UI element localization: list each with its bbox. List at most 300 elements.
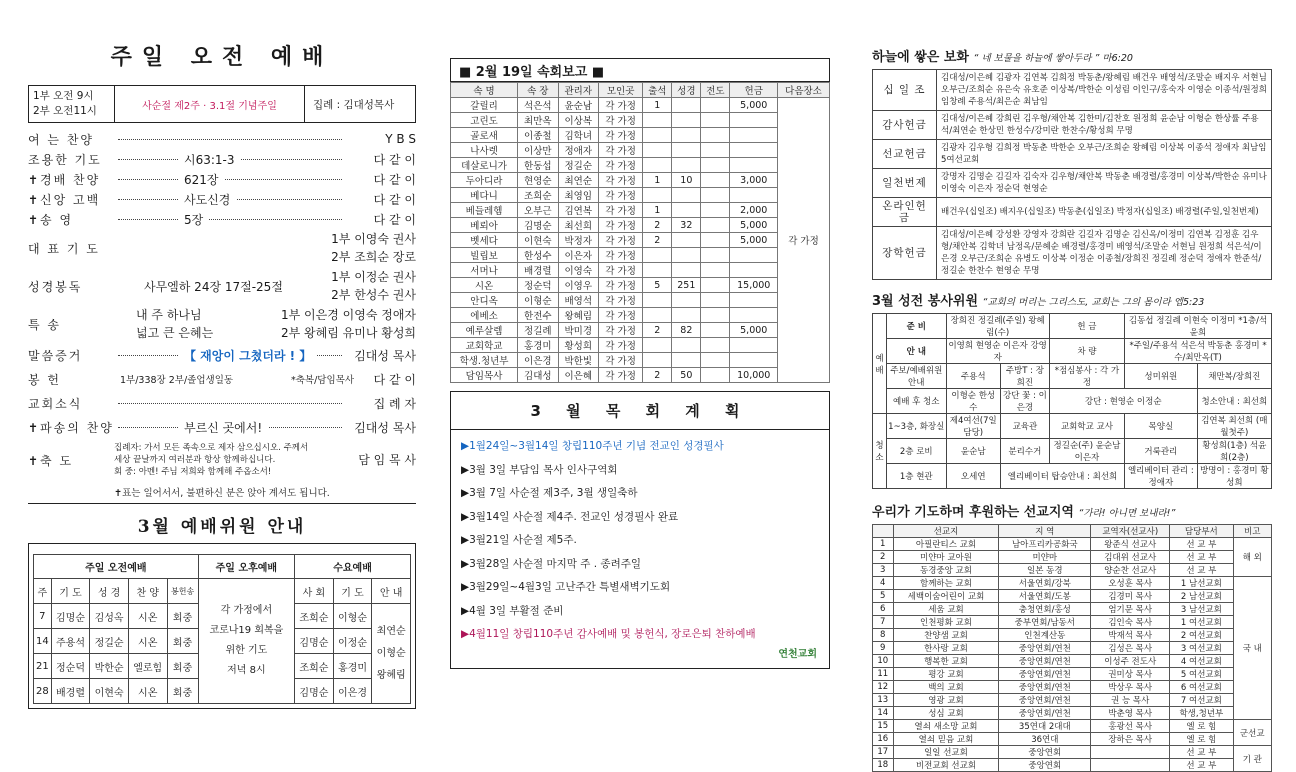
table-cell: 17 [873,746,894,759]
table-row [873,629,1272,642]
table-cell: 이은자 [558,248,598,263]
table-cell: 선 교 부 [1170,551,1233,564]
table-cell: 김대위 선교사 [1091,551,1170,564]
table-cell: 이종철 [518,128,558,143]
service-header [28,85,416,123]
table-cell: 권미상 목사 [1091,668,1170,681]
table-cell [701,128,730,143]
order-row: ✝송 영 5장 다 같 이 [28,212,416,227]
table-cell [701,158,730,173]
table-row [451,113,830,128]
table-cell [730,338,778,353]
table-cell: 나사렛 [451,143,518,158]
table-cell: 10 [672,173,701,188]
table-cell [672,233,701,248]
plan-item: ▶3월29일~4월3일 고난주간 특별새벽기도회 [461,581,671,594]
class-report-table [450,82,830,383]
table-cell: 중앙연회/연천 [999,694,1091,707]
table-cell: 김연복 [558,203,598,218]
table-cell: 5 [643,278,672,293]
table-cell: 엄기문 목사 [1091,603,1170,616]
table-row [451,143,830,158]
table-cell: 평강 교회 [893,668,999,681]
table-row [873,733,1272,746]
table-cell: 5,000 [730,98,778,113]
table-cell [730,263,778,278]
sunday-theme: 사순절 제2주 · 3.1절 기념주일 [115,86,305,122]
table-cell: 왕혜림 [558,308,598,323]
table-row [451,278,830,293]
table-cell: 조희순 [518,188,558,203]
reading-row: 성경봉독 사무엘하 24장 17절-25절 1부 이정순 권사 2부 한성수 권사 [28,270,416,302]
table-cell [672,338,701,353]
table-cell: 각 가정 [599,218,643,233]
table-cell: 남아프리카공화국 [999,538,1091,551]
table-cell: 5,000 [730,218,778,233]
offering-names: 김대성/이은혜 김광자 김연복 김희정 박동춘/왕혜림 배건우 배영석/조말순 배지우 서현님 오부근/조희순 유은숙 유호준 이상복/박한순 이성림 이인구/홍숙자 이영순 이종석/원정희 임창례 주용석/최은순 최남임 [937,70,1272,111]
table-row: 14 주용석 정길순 시온 회중 김명순 이정순 [34,629,411,654]
table-cell: 18 [873,759,894,772]
table-cell: 이은혜 [558,368,598,383]
table-cell: 중부연회/남동서 [999,616,1091,629]
column-header: 비고 [1233,525,1272,538]
table-row [873,538,1272,551]
table-cell: 현영순 [518,173,558,188]
table-row [873,603,1272,616]
column-header: 담당부서 [1170,525,1233,538]
standing-note: ✝표는 일어서서, 불편하신 분은 앉아 계셔도 됩니다. [28,485,416,504]
offering-names: 김대성/이은혜 강희린 김우형/채안복 김한미/김찬호 원정희 윤순남 이형순 한상률 주용석/최연순 한상민 한성수/강미란 한찬수/황성희 무명 [937,111,1272,140]
plan-item: ▶3월 7일 사순절 제3주, 3월 생일축하 [461,487,638,500]
table-cell [701,203,730,218]
table-cell: 각 가정 [599,173,643,188]
table-cell: 배영석 [558,293,598,308]
table-cell: 5,000 [730,233,778,248]
table-cell: 최만옥 [518,113,558,128]
offering-row [873,227,1272,280]
table-cell [730,308,778,323]
table-cell [672,128,701,143]
table-cell: 중앙연회/연천 [999,668,1091,681]
table-cell: 중앙연회/연천 [999,655,1091,668]
table-cell: 7 여선교회 [1170,694,1233,707]
offering-names: 강명자 김명순 김길자 김숙자 김우형/채안복 박동춘 배경렬/홍경미 이상복/박한순 유미나 이영숙 이은자 정순덕 현영순 [937,169,1272,198]
table-cell [701,98,730,113]
plan-title: 3 월 목 회 계 획 [451,392,829,430]
plan-item: ▶3월 3일 부담임 목사 인사구역회 [461,463,618,476]
table-cell [701,368,730,383]
table-row [873,655,1272,668]
table-row [451,128,830,143]
table-cell: 8 [873,629,894,642]
table-cell: 김경미 목사 [1091,590,1170,603]
table-row [451,353,830,368]
table-cell: 박미경 [558,323,598,338]
mission-title: 우리가 기도하며 후원하는 선교지역 “가라! 아니면 보내라!” [872,505,1176,520]
table-cell [701,218,730,233]
prayer-row: 대 표 기 도 1부 이영숙 권사 2부 조희순 장로 [28,232,416,264]
table-cell: 인천평화 교회 [893,616,999,629]
table-cell: 한성수 [518,248,558,263]
table-cell: 15 [873,720,894,733]
table-cell: 정길례 [518,323,558,338]
table-cell: 함께하는 교회 [893,577,999,590]
mission-table [872,524,1272,772]
table-cell [701,143,730,158]
column-header: 속 명 [451,83,518,98]
column-header: 속 장 [518,83,558,98]
table-cell: 서머나 [451,263,518,278]
table-cell: 황성희 [558,338,598,353]
table-cell: 한전수 [518,308,558,323]
table-cell: 한동섭 [518,158,558,173]
worship-order-panel [28,0,416,723]
table-cell: 10,000 [730,368,778,383]
table-row [873,577,1272,590]
table-cell: 각 가정 [599,158,643,173]
plan-item: ▶3월14일 사순절 제4주. 전교인 성경필사 완료 [461,510,679,523]
table-row [873,707,1272,720]
table-cell: 찬양샘 교회 [893,629,999,642]
table-cell [730,248,778,263]
table-cell: 251 [672,278,701,293]
column-header [873,525,894,538]
news-row: 교회소식 집 례 자 [28,396,416,411]
table-row [873,668,1272,681]
table-row [873,551,1272,564]
table-cell: 열쇠 믿음 교회 [893,733,999,746]
table-cell: 일일 선교회 [893,746,999,759]
table-cell: 엘 로 힘 [1170,733,1233,746]
table-cell [701,248,730,263]
table-cell [730,188,778,203]
offering-kind: 장학헌금 [873,227,937,280]
offering-names: 김대성/이은혜 강성환 강영자 강희란 김길자 김명순 김신옥/이정미 김연복 김정훈 김우형/채안복 김학녀 남정옥/문혜순 배경렬/홍경미 배영석/조말순 서현님 원정희 석은석/이은경 오부근/조희순 유병도 이상복 이정순 이종철/장희진 정길례 정순덕 정애자 한준석/정길순 한찬수 현영순 무명 [937,227,1272,280]
table-cell: 6 [873,603,894,616]
table-cell: 선 교 부 [1170,746,1233,759]
table-cell: 시온 [451,278,518,293]
sermon-title: 【 재앙이 그쳤더라 ! 】 [178,347,317,364]
table-cell: 골로새 [451,128,518,143]
table-cell: 에베소 [451,308,518,323]
table-row [451,98,830,113]
plan-item: ▶3월21일 사순절 제5주. [461,534,577,547]
table-row [451,173,830,188]
table-cell [643,113,672,128]
table-row [451,308,830,323]
table-cell [672,203,701,218]
offering-title: 하늘에 쌓은 보화 “ 네 보물을 하늘에 쌓아두라 ” 마6:20 [872,50,1133,65]
table-cell: 9 [873,642,894,655]
table-cell [672,293,701,308]
table-row [451,368,830,383]
plan-item: ▶4월 3일 부활절 준비 [461,604,564,617]
table-cell: 베들레헴 [451,203,518,218]
offering-names: 배건우(십일조) 배지우(십일조) 박동춘(십일조) 박정자(십일조) 배경렬(주일,일천번제) [937,198,1272,227]
column-header: 다음장소 [778,83,830,98]
table-cell: 선 교 부 [1170,759,1233,772]
table-cell: 각 가정 [599,308,643,323]
table-cell: 선 교 부 [1170,538,1233,551]
table-row [873,642,1272,655]
table-cell: 선 교 부 [1170,564,1233,577]
table-cell: 홍경미 [518,338,558,353]
report-panel [450,0,830,723]
table-cell: 장하은 목사 [1091,733,1170,746]
table-cell [701,188,730,203]
table-cell: 10 [873,655,894,668]
volunteer-title: 3월 성전 봉사위원 “교회의 머리는 그리스도, 교회는 그의 몸이라 엡5:23 [872,294,1205,309]
table-cell [672,263,701,278]
table-cell: 7 [873,616,894,629]
table-cell: 2 여선교회 [1170,629,1233,642]
table-cell: 박정자 [558,233,598,248]
table-cell [730,353,778,368]
table-cell [672,248,701,263]
table-cell: 오부근 [518,203,558,218]
table-cell [643,338,672,353]
table-cell: 중앙연회 [999,759,1091,772]
table-cell: 5 [873,590,894,603]
note-cell: 해 외 [1233,538,1272,577]
table-cell: 두아디라 [451,173,518,188]
column-header: 헌금 [730,83,778,98]
table-row [451,293,830,308]
table-cell: 이영우 [558,278,598,293]
plan-item: ▶3월28일 사순절 마지막 주 . 종려주일 [461,557,642,570]
offering-row [873,111,1272,140]
table-cell: 김인숙 목사 [1091,616,1170,629]
table-cell: 15,000 [730,278,778,293]
table-cell: 각 가정 [599,323,643,338]
table-cell: 성심 교회 [893,707,999,720]
table-cell: 석은석 [518,98,558,113]
guide-list: 최연순 이형순 왕혜림 [372,604,411,704]
monthly-plan [450,391,830,669]
table-cell: 2 [643,368,672,383]
table-row [451,248,830,263]
table-cell: 3 남선교회 [1170,603,1233,616]
offering-row [873,70,1272,111]
table-row: 21 정순덕 박한순 엘로힘 회중 조희순 홍경미 [34,654,411,679]
table-row [873,681,1272,694]
table-cell: 베뢰아 [451,218,518,233]
table-row [451,233,830,248]
table-cell: 학생.청년부 [451,353,518,368]
table-cell: 일본 동경 [999,564,1091,577]
table-cell: 예루살렘 [451,323,518,338]
table-cell: 중앙연회/연천 [999,642,1091,655]
table-cell: 3 여선교회 [1170,642,1233,655]
table-cell: 김명순 [518,218,558,233]
offering-kind: 일천번제 [873,169,937,198]
table-cell: 박상우 목사 [1091,681,1170,694]
table-cell: 미얀마 [999,551,1091,564]
volunteer-table: 예 배 준 비 장희진 정길례(주일) 왕혜림(수) 헌 금 김동섭 정길례 이현숙 이정미 *1층/석윤희 안 내 이영희 현영순 이은자 강영자 차 량 *주일/주용석 석은석 박동춘 홍경미 *수/최만옥(T) 주보/예배위원 안내 주용석 주방T : 장희진 *점심봉사 : 각 가정 성미위원 채만복/장희진 예배 후 청소 이형순 한성수 강단 꽃 : 이은경 강단 : 현영순 이정순 청소안내 : 최선희 청 소 1~3층, 화장실 제4여선(7일담당) 교육관 교회학교 교사 목양실 김연복 최선희 (매월첫주) 2층 로비 윤순남 분리수거 정길순(주) 윤순남 이은자 거룩관리 황성희(1층) 석윤희(2층) 1층 현관 오세연 엘리베이터 탑승안내 : 최선희 엘리베이터 관리 : 정애자 방명이 : 홍경미 황성희 [872,313,1272,489]
order-row: ✝경배 찬양 621장 다 같 이 [28,172,416,187]
offering-panel [872,0,1272,771]
table-cell: 홍광선 목사 [1091,720,1170,733]
table-cell: 벳세다 [451,233,518,248]
table-cell: 박춘영 목사 [1091,707,1170,720]
offering-table [872,69,1272,280]
table-cell: 담임목사 [451,368,518,383]
table-cell [1091,746,1170,759]
table-cell: 서울연회/강북 [999,577,1091,590]
table-cell: 오성훈 목사 [1091,577,1170,590]
table-cell: 각 가정 [599,128,643,143]
offering-names: 김광자 김우형 김희정 박동춘 박한순 오부근/조희순 왕혜림 이상복 이종석 정애자 최남임 5여선교회 [937,140,1272,169]
special-song-row: 특 송 내 주 하나님 넓고 큰 은혜는 1부 이은경 이영숙 정애자 2부 왕혜림 유미나 황성희 [28,308,416,340]
table-cell: 각 가정 [599,368,643,383]
table-cell: 베다니 [451,188,518,203]
table-cell: 최선희 [558,218,598,233]
table-cell: 50 [672,368,701,383]
table-cell: 5,000 [730,323,778,338]
table-cell [643,353,672,368]
table-row [873,720,1272,733]
table-cell: 행복한 교회 [893,655,999,668]
offering-kind: 선교헌금 [873,140,937,169]
table-cell: 14 [873,707,894,720]
table-cell [730,293,778,308]
table-cell: 1 [643,98,672,113]
table-cell: 12 [873,681,894,694]
column-header: 관리자 [558,83,598,98]
table-cell: 양순찬 선교사 [1091,564,1170,577]
sending-row: ✝파송의 찬양 부르신 곳에서! 김대성 목사 [28,420,416,435]
table-cell [701,263,730,278]
column-header: 지 역 [999,525,1091,538]
table-cell: 빌립보 [451,248,518,263]
blessing-row: ✝축 도 집례자: 가서 모든 족속으로 제자 삼으십시오. 주께서 세상 끝날까지 여러분과 항상 함께하십니다. 회 중: 아멘! 주님 저희와 함께해 주옵소서! 담 임 목 사 [28,443,416,477]
note-cell: 군선교 [1233,720,1272,746]
table-cell: 안디옥 [451,293,518,308]
table-row [451,323,830,338]
table-cell: 6 여선교회 [1170,681,1233,694]
table-row: 28 배경렬 이현숙 시온 회중 김명순 이은경 [34,679,411,704]
column-header: 출석 [643,83,672,98]
table-cell: 4 [873,577,894,590]
table-cell [701,338,730,353]
table-cell: 이은경 [518,353,558,368]
table-cell: 2 남선교회 [1170,590,1233,603]
table-cell: 1 여선교회 [1170,616,1233,629]
table-cell: 박한빛 [558,353,598,368]
table-cell: 1 [873,538,894,551]
header-row [873,525,1272,538]
table-cell: 정애자 [558,143,598,158]
table-cell [643,263,672,278]
table-row [451,338,830,353]
table-cell: 각 가정 [599,203,643,218]
table-cell: 고린도 [451,113,518,128]
table-cell: 이현숙 [518,233,558,248]
table-cell [672,188,701,203]
order-of-service [28,129,416,481]
table-cell: 한사랑 교회 [893,642,999,655]
table-cell: 각 가정 [599,98,643,113]
column-header: 모인곳 [599,83,643,98]
table-cell: 2 [643,233,672,248]
table-cell [701,113,730,128]
reading-text: 사무엘하 24장 17절-25절 [144,279,283,294]
table-cell: 박재석 목사 [1091,629,1170,642]
pm-note: 각 가정에서 코로나19 회복을 위한 기도 저녁 8시 [198,579,294,704]
table-cell: 16 [873,733,894,746]
table-cell: 정순덕 [518,278,558,293]
table-cell: 11 [873,668,894,681]
table-cell [643,308,672,323]
table-cell: 엘 로 힘 [1170,720,1233,733]
table-cell: 아필란티스 교회 [893,538,999,551]
table-cell: 동경중앙 교회 [893,564,999,577]
table-cell: 미얀마 교아원 [893,551,999,564]
table-cell: 2 [643,323,672,338]
table-cell: 각 가정 [599,113,643,128]
table-cell [701,278,730,293]
table-cell: 1 [643,173,672,188]
order-row: 조용한 기도 시63:1-3 다 같 이 [28,152,416,167]
table-row: 7 김명순 김성옥 시온 회중 조희순 이형순 최연순 이형순 왕혜림 [34,604,411,629]
table-row [451,218,830,233]
table-cell: 2,000 [730,203,778,218]
offering-row: 봉 헌 1부/338장 2부/졸업생일동 *축복/담임목사 다 같 이 [28,372,416,387]
table-cell: 충청연회/홍성 [999,603,1091,616]
table-cell: 각 가정 [599,353,643,368]
column-header: 전도 [701,83,730,98]
table-cell: 2 [643,218,672,233]
note-cell: 국 내 [1233,577,1272,720]
table-cell: 세움 교회 [893,603,999,616]
table-cell: 중앙연회/연천 [999,681,1091,694]
table-cell: 서울연회/도봉 [999,590,1091,603]
table-cell: 82 [672,323,701,338]
table-cell: 인천계산동 [999,629,1091,642]
table-cell: 비전교회 선교회 [893,759,999,772]
table-cell: 각 가정 [599,248,643,263]
offering-row [873,198,1272,227]
table-cell: 학생,청년부 [1170,707,1233,720]
service-leader: 집례 : 김대성목사 [313,98,395,111]
table-cell [730,158,778,173]
table-cell: 배경렬 [518,263,558,278]
table-cell: 김학녀 [558,128,598,143]
note-cell: 기 관 [1233,746,1272,772]
table-cell: 정길순 [558,158,598,173]
table-cell: 이성주 전도사 [1091,655,1170,668]
table-cell: 교회학교 [451,338,518,353]
table-cell [643,143,672,158]
table-cell: 이상복 [558,113,598,128]
table-row [873,759,1272,772]
section-title: 3월 예배위원 안내 [137,517,307,537]
table-row [451,158,830,173]
offering-row [873,169,1272,198]
table-cell [672,113,701,128]
table-cell [643,128,672,143]
table-cell: 36연대 [999,733,1091,746]
table-cell: 세백이숨어린이 교회 [893,590,999,603]
table-cell [701,323,730,338]
column-header: 선교지 [893,525,999,538]
table-cell: 최영임 [558,188,598,203]
order-row: 여 는 찬양 Y B S [28,132,416,147]
table-cell [643,158,672,173]
table-row [451,188,830,203]
table-cell: 3,000 [730,173,778,188]
service-times: 1부 오전 9시 2부 오전11시 [29,86,115,122]
